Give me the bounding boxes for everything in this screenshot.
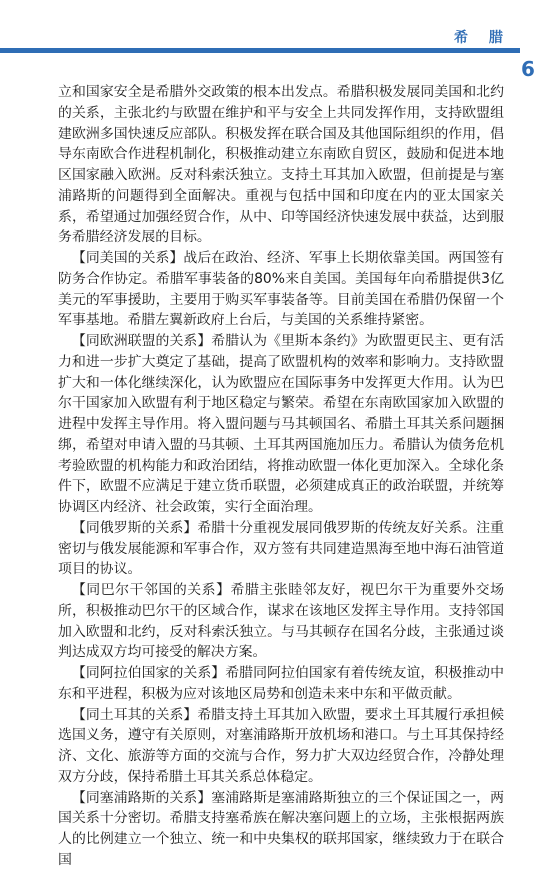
paragraph-us-relations: 【同美国的关系】战后在政治、经济、军事上长期依靠美国。两国签有防务合作协定。希腊军事装备的80%来自美国。美国每年向希腊提供3亿美元的军事援助，主要用于购买军事装备等。目前美国在希腊仍保留一个军事基地。希腊左翼新政府上台后，与美国的关系维持紧密。	[58, 250, 504, 329]
paragraph-russia-relations: 【同俄罗斯的关系】希腊十分重视发展同俄罗斯的传统友好关系。注重密切与俄发展能源和军事合作，双方签有共同建造黑海至地中海石油管道项目的协议。	[58, 519, 504, 578]
paragraph-arab-relations: 【同阿拉伯国家的关系】希腊同阿拉伯国家有着传统友谊，积极推动中东和平进程，积极为应对该地区局势和创造未来中东和平做贡献。	[58, 665, 504, 702]
paragraph-eu-relations: 【同欧洲联盟的关系】希腊认为《里斯本条约》为欧盟更民主、更有活力和进一步扩大奠定了基础，提高了欧盟机构的效率和影响力。支持欧盟扩大和一体化继续深化，认为欧盟应在国际事务中发挥更大作用。认为巴尔干国家加入欧盟有利于地区稳定与繁荣。希望在东南欧国家加入欧盟的进程中发挥主导作用。将入盟问题与马其顿国名、希腊土耳其关系问题捆绑，希望对申请入盟的马其顿、土耳其两国施加压力。希腊认为债务危机考验欧盟的机构能力和政治团结，将推动欧盟一体化更加深入。全球化条件下，欧盟不应满足于建立货币联盟，必须建成真正的政治联盟，并统筹协调区内经济、社会政策，实行全面治理。	[58, 333, 504, 515]
paragraph-cyprus-relations: 【同塞浦路斯的关系】塞浦路斯是塞浦路斯独立的三个保证国之一，两国关系十分密切。希腊支持塞希族在解决塞问题上的立场，主张根据两族人的比例建立一个独立、统一和中央集权的联邦国家，继续致力于在联合国	[58, 789, 504, 868]
running-header-title: 希 腊	[454, 30, 511, 46]
body-text	[58, 82, 504, 871]
paragraph-balkan-relations: 【同巴尔干邻国的关系】希腊主张睦邻友好，视巴尔干为重要外交场所，积极推动巴尔干的区域合作，谋求在该地区发挥主导作用。支持邻国加入欧盟和北约，反对科索沃独立。与马其顿存在国名分歧，主张通过谈判达成双方均可接受的解决方案。	[58, 582, 504, 661]
paragraph-continued: 立和国家安全是希腊外交政策的根本出发点。希腊积极发展同美国和北约的关系，主张北约与欧盟在维护和平与安全上共同发挥作用，支持欧盟组建欧洲多国快速反应部队。积极发挥在联合国及其他国际组织的作用，倡导东南欧合作进程机制化，积极推动建立东南欧自贸区，鼓励和促进本地区国家融入欧洲。反对科索沃独立。支持土耳其加入欧盟，但前提是与塞浦路斯的问题得到全面解决。重视与包括中国和印度在内的亚太国家关系，希望通过加强经贸合作，从中、印等国经济快速发展中获益，达到服务希腊经济发展的目标。	[58, 84, 504, 246]
header-rule	[0, 48, 520, 53]
paragraph-turkey-relations: 【同土耳其的关系】希腊支持土耳其加入欧盟，要求土耳其履行承担候选国义务，遵守有关原则，对塞浦路斯开放机场和港口。与土耳其保持经济、文化、旅游等方面的交流与合作，努力扩大双边经贸合作，冷静处理双方分歧，保持希腊土耳其关系总体稳定。	[58, 706, 504, 785]
page-number: 6	[521, 57, 535, 81]
